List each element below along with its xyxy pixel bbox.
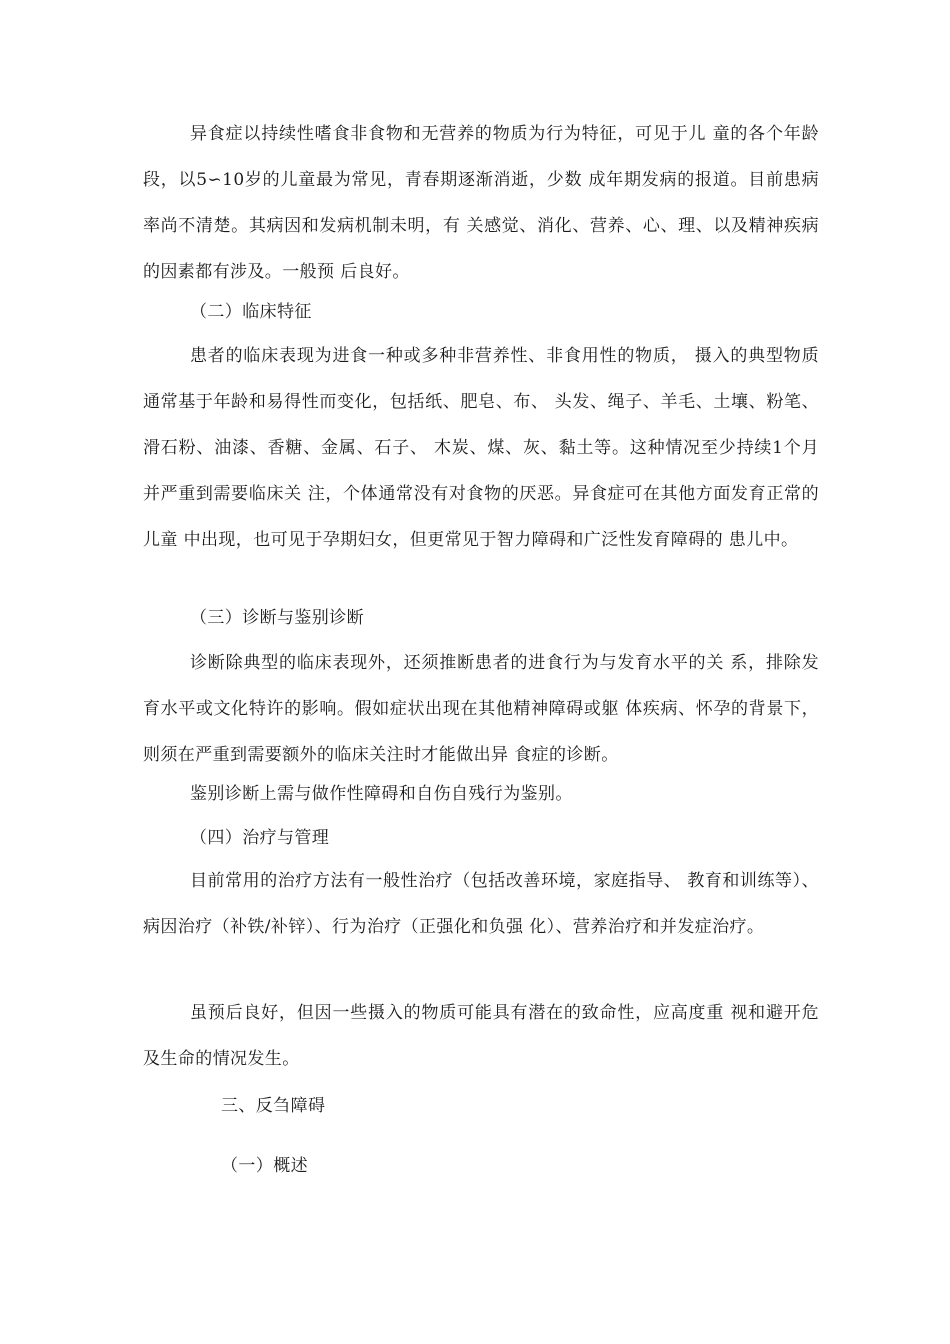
- heading-clinical-features: （二）临床特征: [190, 302, 312, 322]
- paragraph-diagnosis: 诊断除典型的临床表现外，还须推断患者的进食行为与发育水平的关 系，排除发育水平或文化特许的影响。假如症状出现在其他精神障碍或躯 体疾病、怀孕的背景下，则须在严重到需要额外的临床关注时才能做出异 食症的诊断。: [143, 653, 819, 765]
- heading-overview: （一）概述: [221, 1156, 308, 1176]
- heading-rumination-disorder: 三、反刍障碍: [221, 1096, 326, 1116]
- heading-diagnosis: （三）诊断与鉴别诊断: [190, 608, 364, 628]
- paragraph-treatment: 目前常用的治疗方法有一般性治疗（包括改善环境，家庭指导、 教育和训练等）、病因治疗（补铁/补锌）、行为治疗（正强化和负强 化）、营养治疗和并发症治疗。: [143, 871, 819, 937]
- paragraph-differential-diagnosis: 鉴别诊断上需与做作性障碍和自伤自残行为鉴别。: [190, 784, 573, 804]
- paragraph-overview-pica: 异食症以持续性嗜食非食物和无营养的物质为行为特征，可见于儿 童的各个年龄段，以5∽10岁的儿童最为常见，青春期逐渐消逝，少数 成年期发病的报道。目前患病率尚不清楚。其病因和发病机制未明，有 关感觉、消化、营养、心、理、以及精神疾病的因素都有涉及。一般预 后良好。: [143, 124, 819, 282]
- paragraph-prognosis: 虽预后良好，但因一些摄入的物质可能具有潜在的致命性，应高度重 视和避开危及生命的情况发生。: [143, 1003, 819, 1069]
- heading-treatment: （四）治疗与管理: [190, 828, 330, 848]
- paragraph-clinical-features: 患者的临床表现为进食一种或多种非营养性、非食用性的物质， 摄入的典型物质通常基于年龄和易得性而变化，包括纸、肥皂、布、 头发、绳子、羊毛、土壤、粉笔、滑石粉、油漆、香糖、金属、石子、 木炭、煤、灰、黏土等。这种情况至少持续1个月并严重到需要临床关 注，个体通常没有对食物的厌恶。异食症可在其他方面发育正常的儿童 中出现，也可见于孕期妇女，但更常见于智力障碍和广泛性发育障碍的 患儿中。: [143, 346, 819, 550]
